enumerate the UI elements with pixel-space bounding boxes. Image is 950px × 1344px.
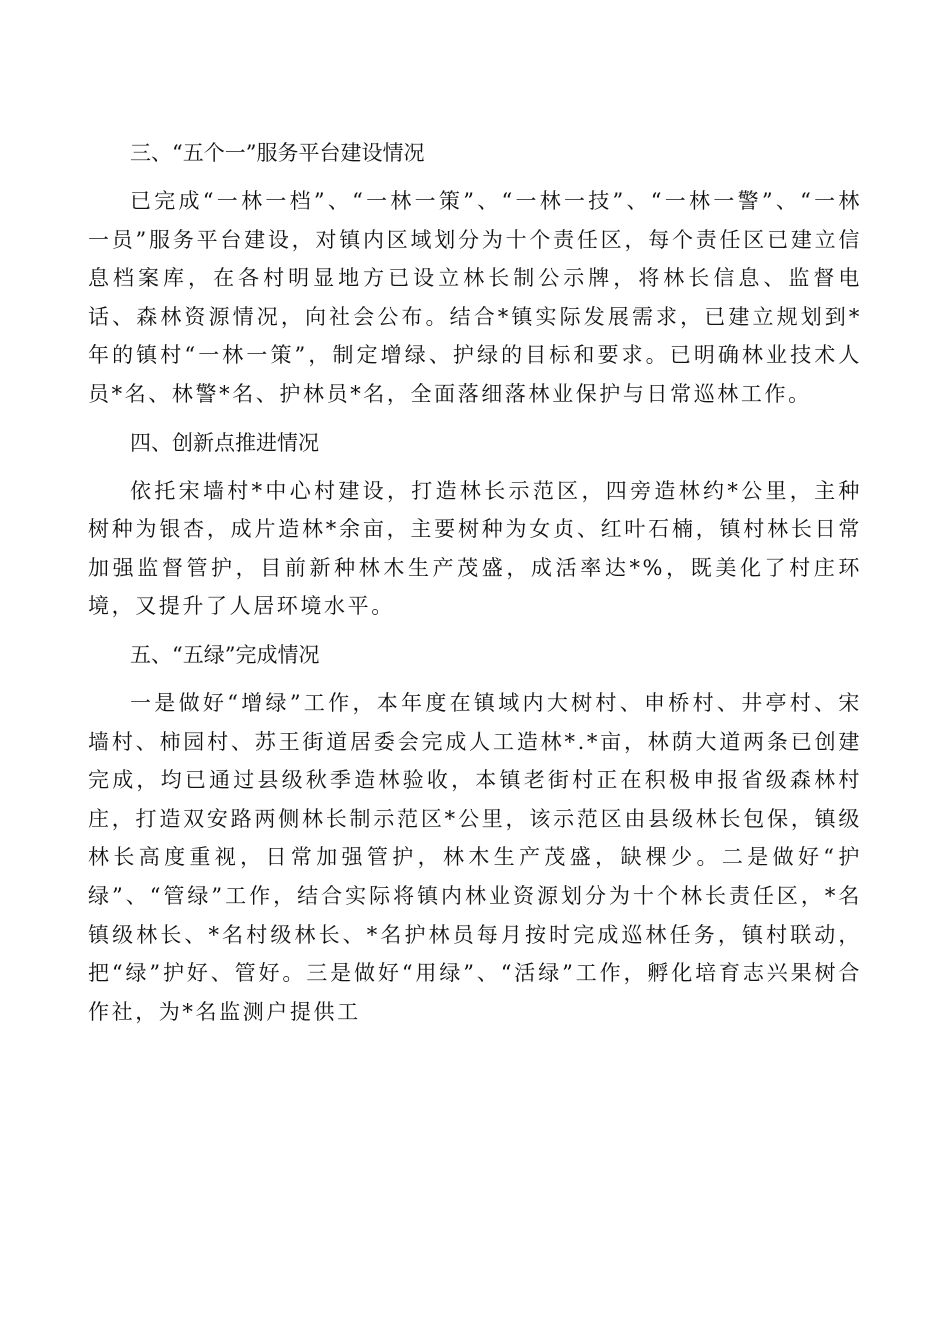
section-paragraph-platform: 已完成“一林一档”、“一林一策”、“一林一技”、“一林一警”、“一林一员”服务平台建设，对镇内区域划分为十个责任区，每个责任区已建立信息档案库，在各村明显地方已设立林长制公示牌，将林长信息、监督电话、森林资源情况，向社会公布。结合*镇实际发展需求，已建立规划到*年的镇村“一林一策”，制定增绿、护绿的目标和要求。已明确林业技术人员*名、林警*名、护林员*名，全面落细落林业保护与日常巡林工作。 — [88, 189, 862, 406]
section-heading-innovation: 四、创新点推进情况 — [130, 430, 319, 455]
section-paragraph-five-green: 一是做好“增绿”工作，本年度在镇域内大树村、申桥村、井亭村、宋墙村、柿园村、苏王街道居委会完成人工造林*.*亩，林荫大道两条已创建完成，均已通过县级秋季造林验收，本镇老街村正在积极申报省级森林村庄，打造双安路两侧林长制示范区*公里，该示范区由县级林长包保，镇级林长高度重视，日常加强管护，林木生产茂盛，缺棵少。二是做好“护绿”、“管绿”工作，结合实际将镇内林业资源划分为十个林长责任区，*名镇级林长、*名村级林长、*名护林员每月按时完成巡林任务，镇村联动，把“绿”护好、管好。三是做好“用绿”、“活绿”工作，孵化培育志兴果树合作社，为*名监测户提供工 — [88, 690, 862, 1024]
section-heading-five-green: 五、“五绿”完成情况 — [130, 642, 320, 667]
section-paragraph-innovation: 依托宋墙村*中心村建设，打造林长示范区，四旁造林约*公里，主种树种为银杏，成片造林*余亩，主要树种为女贞、红叶石楠，镇村林长日常加强监督管护，目前新种林木生产茂盛，成活率达*%，既美化了村庄环境，又提升了人居环境水平。 — [88, 478, 862, 619]
document-body — [88, 134, 862, 1041]
section-heading-platform: 三、“五个一”服务平台建设情况 — [130, 141, 425, 165]
